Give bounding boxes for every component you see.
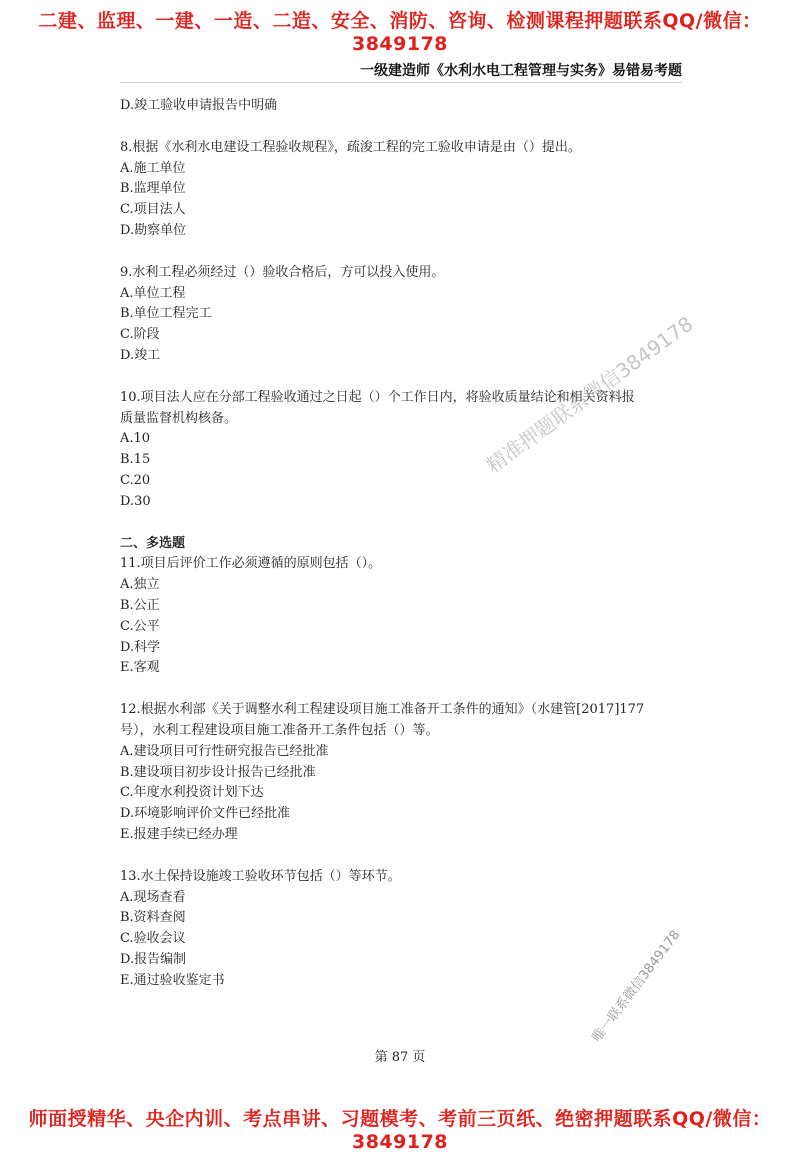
option-line: C.公平 (120, 618, 160, 634)
option-line: D.勘察单位 (120, 222, 187, 238)
option-line: B.15 (120, 452, 151, 468)
option-line: A.现场查看 (120, 889, 186, 905)
option-line: E.报建手续已经办理 (120, 826, 238, 842)
question-12-line-1: 12.根据水利部《关于调整水利工程建设项目施工准备开工条件的通知》（水建管[2017]177 (120, 702, 645, 718)
page-number: 第 87 页 (374, 1050, 426, 1065)
watermark-text: 精准押题联系微信3849178 (481, 311, 698, 478)
option-line: C.20 (120, 472, 151, 488)
option-line: A.10 (120, 431, 151, 447)
option-line: D.报告编制 (120, 951, 187, 967)
question-11: 11.项目后评价工作必须遵循的原则包括（）。 (120, 556, 382, 572)
option-line: B.建设项目初步设计报告已经批准 (120, 764, 316, 780)
question-9: 9.水利工程必须经过（）验收合格后，方可以投入使用。 (120, 264, 445, 280)
option-line: A.独立 (120, 577, 160, 593)
spacer (120, 117, 690, 138)
top-promo-banner: 二建、监理、一建、一造、二造、安全、消防、咨询、检测课程押题联系QQ/微信：3849178 (38, 10, 762, 55)
spacer (120, 513, 690, 534)
option-line: C.年度水利投资计划下达 (120, 785, 264, 801)
option-line: C.阶段 (120, 327, 160, 343)
option-line: A.施工单位 (120, 160, 186, 176)
header-divider (120, 82, 682, 83)
question-12-line-2: 号），水利工程建设项目施工准备开工条件包括（）等。 (120, 722, 439, 738)
option-line: D.科学 (120, 639, 161, 655)
question-10-line-1: 10.项目法人应在分部工程验收通过之日起（）个工作日内，将验收质量结论和相关资料报 (120, 389, 635, 405)
option-line: D.30 (120, 493, 151, 509)
question-13: 13.水土保持设施竣工验收环节包括（）等环节。 (120, 868, 401, 884)
document-header-title: 一级建造师《水利水电工程管理与实务》易错易考题 (360, 63, 682, 79)
option-line: B.资料查阅 (120, 910, 186, 926)
option-line: E.通过验收鉴定书 (120, 972, 225, 988)
spacer (120, 846, 690, 867)
option-line: C.项目法人 (120, 202, 186, 218)
watermark-text-small: 唯一联系微信3849178 (589, 927, 684, 1046)
option-line: D.竣工 (120, 347, 161, 363)
option-line: D.竣工验收申请报告中明确 (120, 98, 278, 113)
spacer (120, 679, 690, 700)
option-line: D.环境影响评价文件已经批准 (120, 806, 291, 822)
option-line: C.验收会议 (120, 931, 186, 947)
option-line: B.监理单位 (120, 181, 186, 197)
bottom-promo-banner: 师面授精华、央企内训、考点串讲、习题模考、考前三页纸、绝密押题联系QQ/微信：3849178 (28, 1108, 772, 1153)
section-heading-multiple-choice: 二、多选题 (120, 535, 186, 551)
question-10-line-2: 质量监督机构核备。 (120, 410, 238, 426)
option-line: A.建设项目可行性研究报告已经批准 (120, 743, 329, 759)
option-line: E.客观 (120, 660, 160, 676)
spacer (120, 242, 690, 263)
question-8: 8.根据《水利水电建设工程验收规程》，疏浚工程的完工验收申请是由（）提出。 (120, 139, 581, 155)
document-body (120, 96, 690, 991)
option-line: A.单位工程 (120, 285, 186, 301)
option-line: B.公正 (120, 597, 160, 613)
option-line: B.单位工程完工 (120, 306, 212, 322)
